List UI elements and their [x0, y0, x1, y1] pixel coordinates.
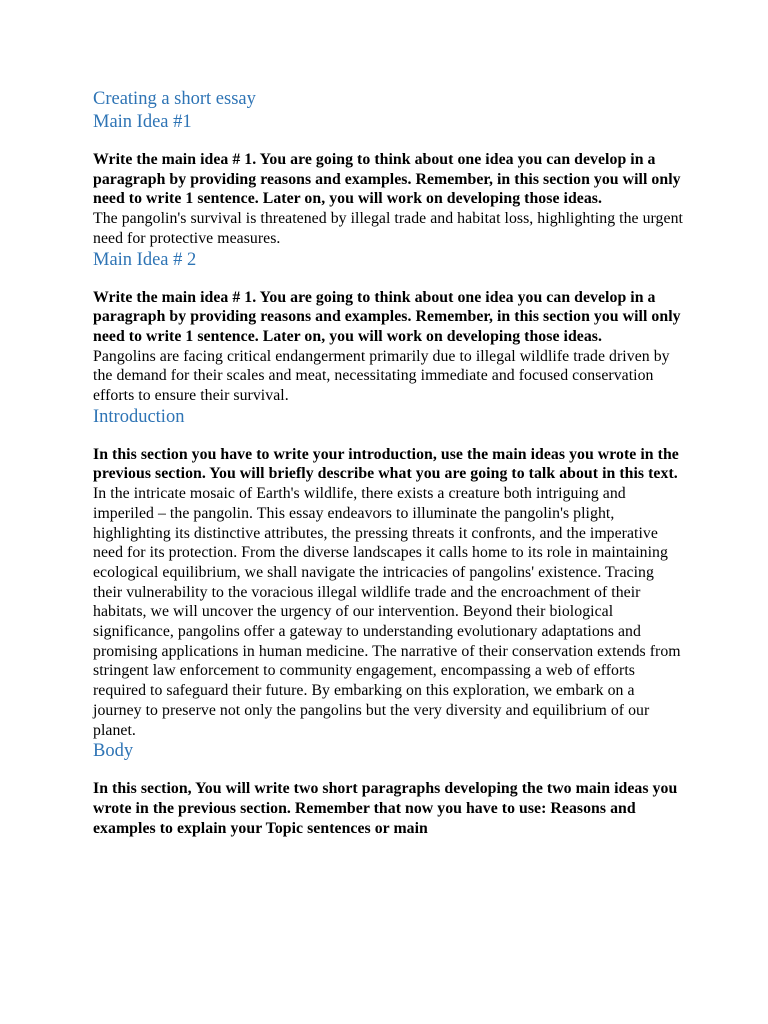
document-title: Creating a short essay: [93, 89, 256, 109]
section-heading: Body: [93, 741, 134, 762]
section-instruction: In this section you have to write your introduction, use the main ideas you wrote in the previous section. You will briefly describe what you are going to talk about in this text.: [93, 445, 679, 483]
section-body: [93, 740, 683, 838]
section-instruction: Write the main idea # 1. You are going to think about one idea you can develop in a paragraph by providing reasons and examples. Remember, in this section you will only need to write 1 sentence. Later on, you will work on developing those ideas.: [93, 288, 681, 345]
section-text: In the intricate mosaic of Earth's wildlife, there exists a creature both intriguing and imperiled – the pangolin. This essay endeavors to illuminate the pangolin's plight, highlighting its distinctive attributes, the pressing threats it confronts, and the imperative need for its protection. From the diverse landscapes it calls home to its role in maintaining ecological equilibrium, we shall navigate the intricacies of pangolins' existence. Tracing their vulnerability to the voracious illegal wildlife trade and the encroachment of their habitats, we will uncover the urgency of our intervention. Beyond their biological significance, pangolins offer a gateway to understanding evolutionary adaptations and promising applications in human medicine. The narrative of their conservation extends from stringent law enforcement to community engagement, encompassing a web of efforts required to safeguard their future. By embarking on this exploration, we embark on a journey to preserve not only the pangolins but the very diversity and equilibrium of our planet.: [93, 485, 681, 739]
section-main-idea-1: [93, 111, 683, 249]
section-text: Pangolins are facing critical endangerment primarily due to illegal wildlife trade driven by the demand for their scales and meat, necessitating immediate and focused conservation efforts to ensure their survival.: [93, 347, 670, 405]
document-page: [93, 88, 683, 838]
section-main-idea-2: [93, 249, 683, 406]
section-instruction: Write the main idea # 1. You are going to think about one idea you can develop in a paragraph by providing reasons and examples. Remember, in this section you will only need to write 1 sentence. Later on, you will work on developing those ideas.: [93, 151, 681, 208]
section-introduction: [93, 406, 683, 741]
section-heading: Introduction: [93, 406, 185, 427]
section-heading: Main Idea # 2: [93, 249, 197, 270]
section-instruction: In this section, You will write two short paragraphs developing the two main ideas you wrote in the previous section. Remember that now you have to use: Reasons and examples to explain your Topic sentences or main: [93, 780, 678, 837]
section-text: The pangolin's survival is threatened by illegal trade and habitat loss, highlighting the urgent need for protective measures.: [93, 210, 683, 247]
section-heading: Main Idea #1: [93, 112, 192, 132]
